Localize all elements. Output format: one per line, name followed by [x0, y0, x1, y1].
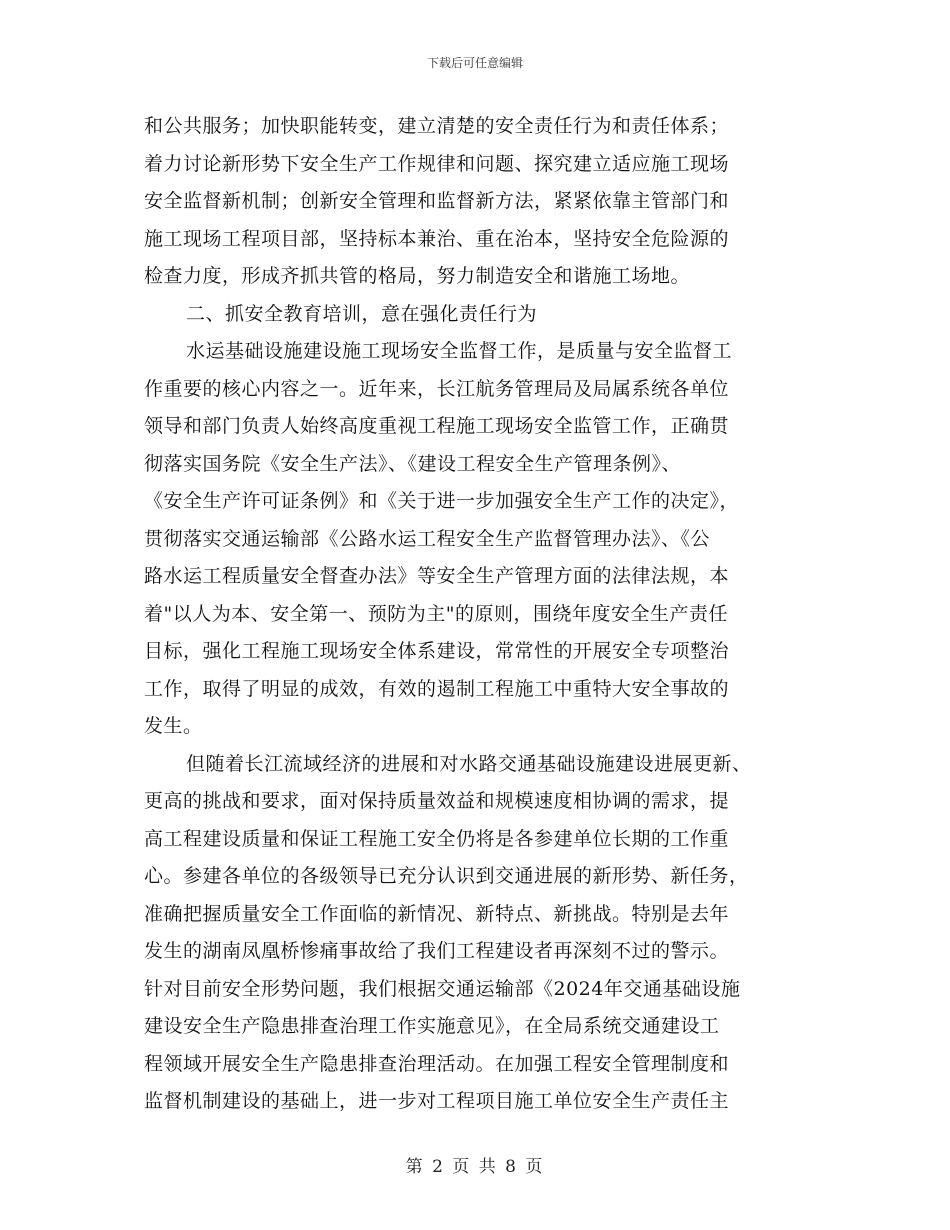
text-line: 着"以人为本、安全第一、预防为主"的原则，围绕年度安全生产责任	[144, 602, 728, 625]
text-line: 贯彻落实交通运输部《公路水运工程安全生产监督管理办法》、《公	[144, 527, 711, 550]
text-line: 路水运工程质量安全督查办法》等安全生产管理方面的法律法规，本	[144, 565, 730, 587]
text-line: 领导和部门负责人始终高度重视工程施工现场安全监管工作，正确贯	[144, 415, 730, 437]
text-line: 彻落实国务院《安全生产法》、《建设工程安全生产管理条例》、	[144, 452, 682, 475]
text-line: 检查力度，形成齐抓共管的格局，努力制造安全和谐施工场地。	[144, 265, 691, 287]
page-header: 下载后可任意编辑	[426, 56, 523, 70]
text-line: 着力讨论新形势下安全生产工作规律和问题、探究建立适应施工现场	[144, 152, 730, 175]
text-line: 高工程建设质量和保证工程施工安全仍将是各参建单位长期的工作重	[144, 827, 730, 850]
document-body	[144, 108, 804, 1121]
text-line: 更高的挑战和要求，面对保持质量效益和规模速度相协调的需求，提	[144, 790, 730, 812]
text-line: 工作，取得了明显的成效，有效的遏制工程施工中重特大安全事故的	[144, 677, 730, 700]
text-line: 目标，强化工程施工现场安全体系建设，常常性的开展安全专项整治	[144, 640, 730, 662]
text-line: 监督机制建设的基础上，进一步对工程项目施工单位安全生产责任主	[144, 1090, 730, 1112]
text-line: 心。参建各单位的各级领导已充分认识到交通进展的新形势、新任务，	[144, 865, 749, 887]
text-line: 《安全生产许可证条例》和《关于进一步加强安全生产工作的决定》，	[144, 490, 740, 512]
text-line: 施工现场工程项目部，坚持标本兼治、重在治本，坚持安全危险源的	[144, 227, 730, 250]
text-line: 发生。	[144, 715, 203, 737]
text-line: 针对目前安全形势问题，我们根据交通运输部《2024年交通基础设施	[144, 977, 741, 1000]
text-line: 发生的湖南凤凰桥惨痛事故给了我们工程建设者再深刻不过的警示。	[144, 940, 730, 962]
text-line: 程领域开展安全生产隐患排查治理活动。在加强工程安全管理制度和	[144, 1052, 730, 1075]
text-line: 水运基础设施建设施工现场安全监督工作，是质量与安全监督工	[186, 340, 733, 362]
section-heading: 二、抓安全教育培训，意在强化责任行为	[186, 302, 538, 325]
text-line: 作重要的核心内容之一。近年来，长江航务管理局及局属系统各单位	[144, 377, 730, 400]
text-line: 但随着长江流域经济的进展和对水路交通基础设施建设进展更新、	[186, 752, 752, 775]
text-line: 准确把握质量安全工作面临的新情况、新特点、新挑战。特别是去年	[144, 902, 730, 925]
text-line: 安全监督新机制；创新安全管理和监督新方法，紧紧依靠主管部门和	[144, 190, 730, 212]
text-line: 建设安全生产隐患排查治理工作实施意见》，在全局系统交通建设工	[144, 1015, 720, 1037]
text-line: 和公共服务；加快职能转变，建立清楚的安全责任行为和责任体系；	[144, 115, 730, 137]
page-footer: 第 2 页 共 8 页	[405, 1157, 545, 1177]
